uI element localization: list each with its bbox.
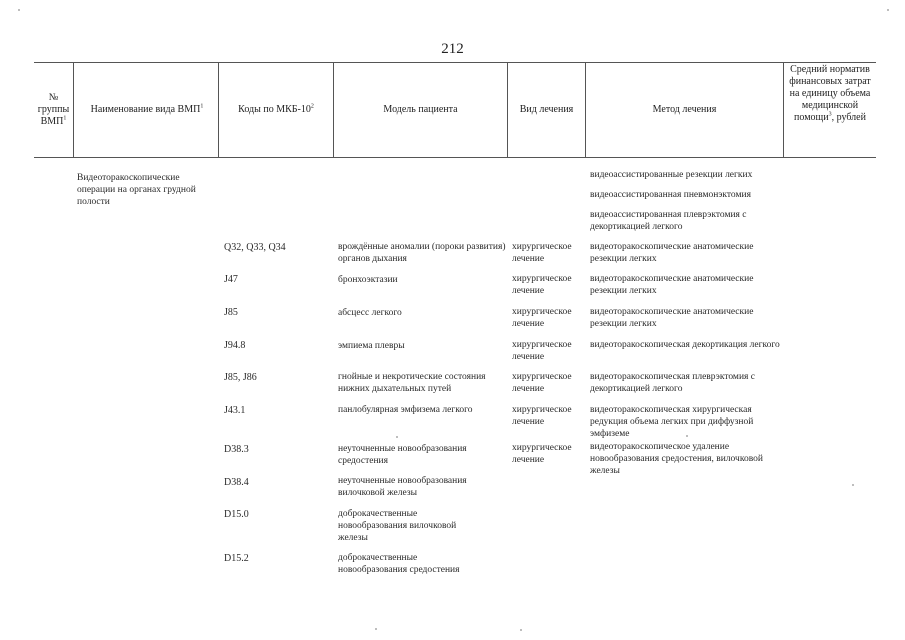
method-cell: видеоторакоскопические анатомические резекции легких bbox=[590, 307, 754, 329]
scan-speck bbox=[18, 9, 20, 11]
scan-speck bbox=[520, 629, 522, 631]
treatment-type-cell: хирургическое лечение bbox=[512, 372, 572, 394]
mkb-code-cell: D38.3 bbox=[224, 444, 249, 455]
treatment-type-cell: хирургическое лечение bbox=[512, 242, 572, 264]
patient-model-cell: доброкачественные новообразования вилочковой железы bbox=[338, 509, 457, 543]
treatment-type-cell: хирургическое лечение bbox=[512, 307, 572, 329]
method-cell: видеоторакоскопическая декортикация легкого bbox=[590, 340, 780, 350]
header-treatment-method: Метод лечения bbox=[652, 104, 717, 115]
treatment-type-cell: хирургическое лечение bbox=[512, 443, 572, 465]
method-cell: видеоассистированная пневмонэктомия bbox=[590, 190, 751, 200]
mkb-code-cell: D15.2 bbox=[224, 553, 249, 564]
mkb-code-cell: J85 bbox=[224, 307, 238, 318]
method-cell: видеоторакоскопическое удаление новообразования средостения, вилочковой железы bbox=[590, 442, 763, 476]
header-treatment-type: Вид лечения bbox=[519, 104, 574, 115]
mkb-code-cell: J47 bbox=[224, 274, 238, 285]
column-divider bbox=[585, 62, 586, 158]
treatment-type-cell: хирургическое лечение bbox=[512, 274, 572, 296]
patient-model-cell: эмпиема плевры bbox=[338, 341, 405, 351]
header-patient-model: Модель пациента bbox=[383, 104, 458, 115]
patient-model-cell: абсцесс легкого bbox=[338, 308, 402, 318]
patient-model-cell: неуточненные новообразования вилочковой железы bbox=[338, 476, 467, 498]
patient-model-cell: доброкачественные новообразования средостения bbox=[338, 553, 460, 575]
patient-model-cell: бронхоэктазии bbox=[338, 275, 398, 285]
treatment-type-cell: хирургическое лечение bbox=[512, 405, 572, 427]
treatment-type-cell: хирургическое лечение bbox=[512, 340, 572, 362]
header-top-rule bbox=[34, 62, 876, 63]
method-cell: видеоассистированные резекции легких bbox=[590, 170, 753, 180]
scan-speck bbox=[686, 435, 688, 437]
patient-model-cell: врождённые аномалии (пороки развития) органов дыхания bbox=[338, 242, 506, 264]
column-divider bbox=[333, 62, 334, 158]
column-divider bbox=[783, 62, 784, 158]
column-divider bbox=[507, 62, 508, 158]
header-group-number: № группы ВМП$^1$ bbox=[37, 92, 70, 127]
method-cell: видеоторакоскопические анатомические резекции легких bbox=[590, 274, 754, 296]
patient-model-cell: гнойные и некротические состояния нижних дыхательных путей bbox=[338, 372, 486, 394]
page-number: 212 bbox=[441, 41, 464, 57]
method-cell: видеоторакоскопические анатомические резекции легких bbox=[590, 242, 754, 264]
mkb-code-cell: D38.4 bbox=[224, 477, 249, 488]
vmp-name-cell: Видеоторакоскопические операции на органах грудной полости bbox=[77, 173, 196, 207]
header-mkb-codes: Коды по МКБ-$10^2$ bbox=[238, 103, 314, 115]
column-divider bbox=[218, 62, 219, 158]
method-cell: видеоторакоскопическая хирургическая редукция объема легких при диффузной эмфиземе bbox=[590, 405, 754, 439]
header-cost-norm: Средний норматив финансовых затрат на единицу объема медицинской помощи$^3$, рублей bbox=[789, 64, 871, 123]
scan-speck bbox=[887, 9, 889, 11]
scan-speck bbox=[375, 628, 377, 630]
column-divider bbox=[73, 62, 74, 158]
mkb-code-cell: J43.1 bbox=[224, 405, 246, 416]
header-vmp-name: Наименование вида ВМП$^1$ bbox=[90, 103, 204, 115]
patient-model-cell: панлобулярная эмфизема легкого bbox=[338, 405, 473, 415]
patient-model-cell: неуточненные новообразования средостения bbox=[338, 444, 467, 466]
scan-speck bbox=[852, 484, 854, 486]
mkb-code-cell: J94.8 bbox=[224, 340, 246, 351]
method-cell: видеоторакоскопическая плеврэктомия с декортикацией легкого bbox=[590, 372, 755, 394]
mkb-code-cell: J85, J86 bbox=[224, 372, 257, 383]
header-bottom-rule bbox=[34, 157, 876, 158]
scan-speck bbox=[396, 436, 398, 438]
mkb-code-cell: Q32, Q33, Q34 bbox=[224, 242, 286, 253]
method-cell: видеоассистированная плеврэктомия с декортикацией легкого bbox=[590, 210, 747, 232]
mkb-code-cell: D15.0 bbox=[224, 509, 249, 520]
